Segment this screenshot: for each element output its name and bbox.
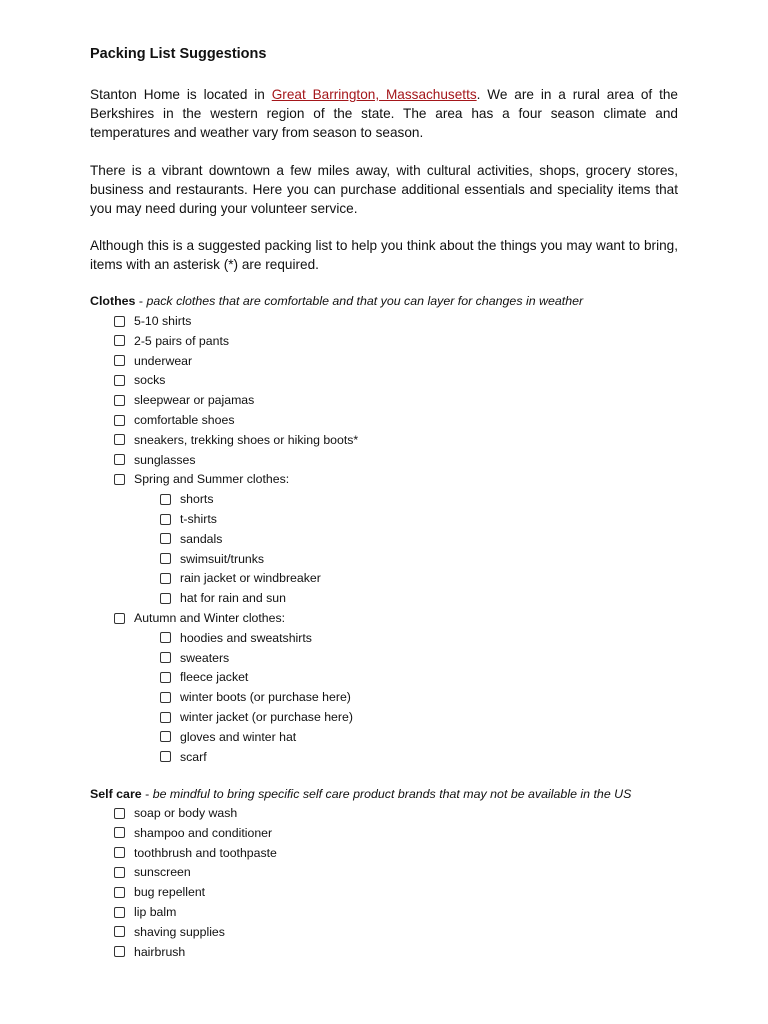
checklist-item-label: sweaters [180, 650, 230, 665]
checklist-item [114, 372, 165, 388]
checklist-item [114, 884, 205, 900]
checklist-item [114, 845, 277, 861]
checkbox[interactable] [114, 867, 125, 878]
checklist-item-label: 5-10 shirts [134, 314, 192, 328]
checklist-item [160, 689, 351, 705]
checkbox[interactable] [114, 434, 125, 445]
checklist-item-label: sneakers, trekking shoes or hiking boots* [134, 432, 359, 447]
intro-paragraph-required: Although this is a suggested packing list to help you think about the things you may want to bring, items with an asterisk (*) are required. [90, 238, 678, 272]
checkbox[interactable] [114, 887, 125, 898]
self-care-heading-note: be mindful to bring specific self care product brands that may not be available in the US [152, 787, 632, 801]
checkbox[interactable] [114, 847, 125, 858]
checkbox[interactable] [114, 474, 125, 485]
clothes-heading-note: pack clothes that are comfortable and that you can layer for changes in weather [146, 294, 584, 308]
heading-separator: - [141, 787, 153, 801]
checkbox[interactable] [160, 731, 171, 742]
checkbox[interactable] [160, 553, 171, 564]
checklist-item-label: rain jacket or windbreaker [180, 571, 321, 586]
checklist-item [114, 924, 225, 940]
checkbox[interactable] [160, 652, 171, 663]
heading-separator: - [135, 294, 147, 308]
checklist-item-label: comfortable shoes [134, 413, 235, 427]
checklist-item-label: sandals [180, 531, 223, 546]
checklist-item [114, 904, 176, 920]
clothes-section-heading [90, 293, 583, 309]
checklist-item [160, 749, 207, 765]
checklist-item-label: underwear [134, 353, 193, 368]
checkbox[interactable] [160, 692, 171, 703]
checkbox[interactable] [160, 632, 171, 643]
checklist-item-label: sunglasses [134, 452, 196, 467]
checkbox[interactable] [114, 613, 125, 624]
checklist-item [114, 432, 358, 448]
checklist-item-label: Spring and Summer clothes: [134, 472, 290, 487]
checklist-item-label: socks [134, 373, 166, 388]
checklist-item-label: Autumn and Winter clothes: [134, 611, 286, 625]
checklist-item [114, 313, 191, 329]
checkbox[interactable] [160, 514, 171, 525]
checkbox[interactable] [114, 827, 125, 838]
checklist-item [160, 570, 321, 586]
page-title: Packing List Suggestions [90, 46, 267, 62]
checklist-item [114, 412, 234, 428]
checkbox[interactable] [160, 672, 171, 683]
checklist-item [114, 944, 185, 960]
checklist-item [160, 551, 264, 567]
intro-text: Stanton Home is located in [90, 87, 272, 102]
checkbox[interactable] [114, 355, 125, 366]
checklist-item-label: shampoo and conditioner [134, 825, 273, 840]
checkbox[interactable] [114, 454, 125, 465]
location-link[interactable]: Great Barrington, Massachusetts [271, 87, 477, 102]
checklist-item-label: shorts [180, 492, 214, 507]
checkbox[interactable] [114, 808, 125, 819]
checklist-item [114, 333, 229, 349]
checklist-item-label: toothbrush and toothpaste [134, 845, 277, 860]
checklist-item-label: shaving supplies [134, 924, 225, 939]
checklist-item [114, 353, 192, 369]
checkbox[interactable] [114, 415, 125, 426]
checklist-item-label: hoodies and sweatshirts [180, 630, 312, 645]
intro-paragraph-location [90, 86, 678, 142]
checkbox[interactable] [114, 946, 125, 957]
checkbox[interactable] [160, 533, 171, 544]
checklist-item [160, 590, 286, 606]
checkbox[interactable] [114, 316, 125, 327]
checklist-item [114, 392, 254, 408]
checklist-item [114, 452, 196, 468]
checklist-item [114, 864, 191, 880]
checklist-item-label: swimsuit/trunks [180, 551, 265, 566]
checklist-item [160, 650, 229, 666]
checkbox[interactable] [160, 494, 171, 505]
checklist-item [160, 729, 296, 745]
checklist-item-label: 2-5 pairs of pants [134, 333, 230, 348]
checklist-item-label: scarf [180, 749, 207, 764]
checklist-item [160, 630, 312, 646]
checklist-item-label: bug repellent [134, 885, 206, 900]
checkbox[interactable] [160, 573, 171, 584]
checklist-item-label: t-shirts [180, 512, 217, 526]
checklist-item [160, 491, 214, 507]
checklist-item-label: sunscreen [134, 865, 191, 880]
checklist-item-label: fleece jacket [180, 670, 249, 685]
checklist-item-label: soap or body wash [134, 806, 238, 820]
checklist-item [160, 531, 222, 547]
checklist-item-label: hairbrush [134, 944, 186, 959]
checklist-item-label: winter boots (or purchase here) [180, 690, 351, 705]
checklist-item [160, 511, 217, 527]
checkbox[interactable] [114, 375, 125, 386]
intro-text: . We are in a rural area of the Berkshires in the western region of the state. The area has a four season climate and temperatures and weather vary from season to season. [90, 87, 678, 140]
checklist-item [114, 610, 285, 626]
checkbox[interactable] [160, 593, 171, 604]
checkbox[interactable] [114, 926, 125, 937]
self-care-heading-label: Self care [90, 787, 142, 801]
checkbox[interactable] [160, 712, 171, 723]
checkbox[interactable] [114, 395, 125, 406]
checklist-item-label: gloves and winter hat [180, 729, 297, 744]
self-care-section-heading [90, 786, 631, 802]
checklist-item [160, 709, 353, 725]
checklist-item-label: lip balm [134, 905, 177, 919]
checklist-item [114, 471, 289, 487]
intro-paragraph-downtown: There is a vibrant downtown a few miles away, with cultural activities, shops, grocery stores, business and restaurants. Here you can purchase additional essentials and speciality items that you may need during your volunteer service. [90, 163, 678, 216]
checklist-item-label: hat for rain and sun [180, 591, 286, 606]
checkbox[interactable] [160, 751, 171, 762]
checklist-item-label: winter jacket (or purchase here) [180, 710, 353, 724]
clothes-heading-label: Clothes [90, 294, 136, 308]
checklist-item [114, 805, 237, 821]
checkbox[interactable] [114, 335, 125, 346]
checkbox[interactable] [114, 907, 125, 918]
checklist-item [160, 669, 248, 685]
checklist-item-label: sleepwear or pajamas [134, 393, 255, 408]
checklist-item [114, 825, 272, 841]
